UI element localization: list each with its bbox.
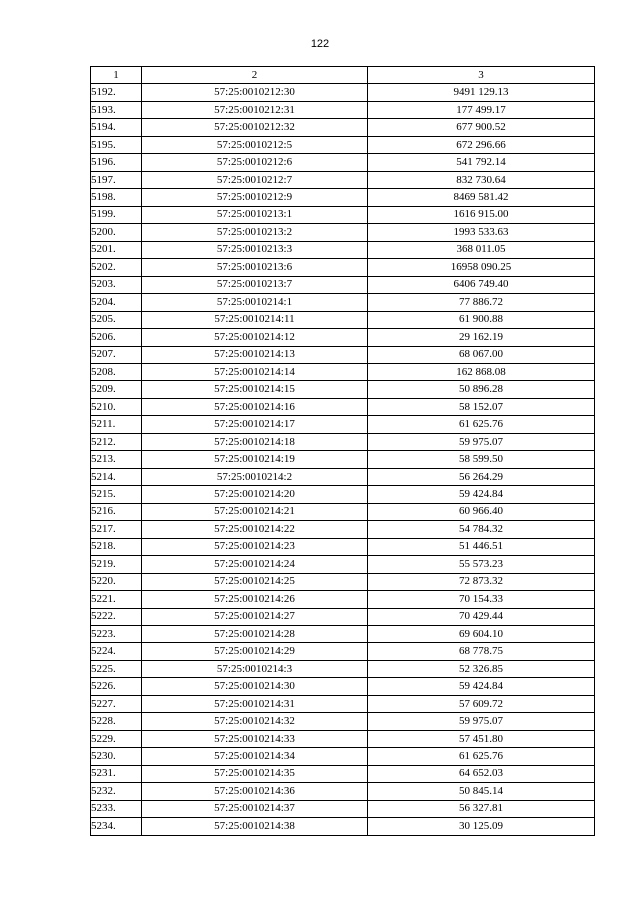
row-number: 5219. xyxy=(91,556,142,573)
cadastral-number: 57:25:0010214:14 xyxy=(142,363,368,380)
table-row xyxy=(91,398,595,415)
cadastral-value: 50 845.14 xyxy=(368,783,595,800)
row-number: 5223. xyxy=(91,626,142,643)
row-number: 5211. xyxy=(91,416,142,433)
cadastral-number: 57:25:0010214:30 xyxy=(142,678,368,695)
cadastral-number: 57:25:0010212:7 xyxy=(142,171,368,188)
cadastral-number: 57:25:0010214:38 xyxy=(142,818,368,835)
row-number: 5207. xyxy=(91,346,142,363)
cadastral-value: 16958 090.25 xyxy=(368,259,595,276)
cadastral-number: 57:25:0010214:22 xyxy=(142,521,368,538)
table-row xyxy=(91,486,595,503)
row-number: 5196. xyxy=(91,154,142,171)
row-number: 5224. xyxy=(91,643,142,660)
cadastral-value: 69 604.10 xyxy=(368,626,595,643)
row-number: 5193. xyxy=(91,101,142,118)
column-header-3: 3 xyxy=(368,67,595,84)
row-number: 5234. xyxy=(91,818,142,835)
cadastral-number: 57:25:0010214:1 xyxy=(142,294,368,311)
table-row xyxy=(91,381,595,398)
row-number: 5218. xyxy=(91,538,142,555)
column-header-2: 2 xyxy=(142,67,368,84)
row-number: 5202. xyxy=(91,259,142,276)
cadastral-value: 832 730.64 xyxy=(368,171,595,188)
cadastral-value: 61 625.76 xyxy=(368,416,595,433)
table-row xyxy=(91,171,595,188)
cadastral-value: 59 424.84 xyxy=(368,678,595,695)
cadastral-value: 54 784.32 xyxy=(368,521,595,538)
row-number: 5226. xyxy=(91,678,142,695)
cadastral-value: 51 446.51 xyxy=(368,538,595,555)
cadastral-value: 52 326.85 xyxy=(368,660,595,677)
cadastral-value: 672 296.66 xyxy=(368,136,595,153)
cadastral-number: 57:25:0010214:11 xyxy=(142,311,368,328)
cadastral-value: 6406 749.40 xyxy=(368,276,595,293)
table-row xyxy=(91,206,595,223)
table-row xyxy=(91,783,595,800)
cadastral-number: 57:25:0010214:23 xyxy=(142,538,368,555)
cadastral-value: 57 609.72 xyxy=(368,695,595,712)
cadastral-value: 61 900.88 xyxy=(368,311,595,328)
cadastral-number: 57:25:0010214:24 xyxy=(142,556,368,573)
table-row xyxy=(91,748,595,765)
row-number: 5195. xyxy=(91,136,142,153)
cadastral-number: 57:25:0010213:1 xyxy=(142,206,368,223)
row-number: 5222. xyxy=(91,608,142,625)
row-number: 5201. xyxy=(91,241,142,258)
table-row xyxy=(91,433,595,450)
row-number: 5204. xyxy=(91,294,142,311)
cadastral-value: 677 900.52 xyxy=(368,119,595,136)
table-row xyxy=(91,416,595,433)
cadastral-value: 368 011.05 xyxy=(368,241,595,258)
table-row xyxy=(91,556,595,573)
table-row xyxy=(91,608,595,625)
row-number: 5194. xyxy=(91,119,142,136)
cadastral-number: 57:25:0010212:5 xyxy=(142,136,368,153)
cadastral-value: 177 499.17 xyxy=(368,101,595,118)
cadastral-number: 57:25:0010214:18 xyxy=(142,433,368,450)
row-number: 5200. xyxy=(91,224,142,241)
cadastral-number: 57:25:0010213:3 xyxy=(142,241,368,258)
table-row xyxy=(91,451,595,468)
row-number: 5217. xyxy=(91,521,142,538)
cadastral-number: 57:25:0010214:35 xyxy=(142,765,368,782)
table-row xyxy=(91,468,595,485)
cadastral-number: 57:25:0010214:27 xyxy=(142,608,368,625)
cadastral-value: 68 778.75 xyxy=(368,643,595,660)
cadastral-value: 58 599.50 xyxy=(368,451,595,468)
table-row xyxy=(91,765,595,782)
table-row xyxy=(91,346,595,363)
cadastral-number: 57:25:0010214:17 xyxy=(142,416,368,433)
cadastral-number: 57:25:0010213:2 xyxy=(142,224,368,241)
table-row xyxy=(91,189,595,206)
row-number: 5192. xyxy=(91,84,142,101)
row-number: 5230. xyxy=(91,748,142,765)
cadastral-number: 57:25:0010214:34 xyxy=(142,748,368,765)
table-row xyxy=(91,154,595,171)
cadastral-number: 57:25:0010214:2 xyxy=(142,468,368,485)
page-number: 122 xyxy=(310,38,330,50)
row-number: 5203. xyxy=(91,276,142,293)
table-row xyxy=(91,136,595,153)
row-number: 5215. xyxy=(91,486,142,503)
row-number: 5232. xyxy=(91,783,142,800)
cadastral-value: 64 652.03 xyxy=(368,765,595,782)
row-number: 5212. xyxy=(91,433,142,450)
row-number: 5205. xyxy=(91,311,142,328)
cadastral-value: 59 424.84 xyxy=(368,486,595,503)
cadastral-value: 60 966.40 xyxy=(368,503,595,520)
table-row xyxy=(91,84,595,101)
cadastral-value: 56 327.81 xyxy=(368,800,595,817)
cadastral-value: 162 868.08 xyxy=(368,363,595,380)
cadastral-number: 57:25:0010213:7 xyxy=(142,276,368,293)
cadastral-table xyxy=(90,66,595,836)
table-header-row xyxy=(91,67,595,84)
row-number: 5213. xyxy=(91,451,142,468)
cadastral-value: 77 886.72 xyxy=(368,294,595,311)
cadastral-value: 1993 533.63 xyxy=(368,224,595,241)
table-row xyxy=(91,678,595,695)
cadastral-value: 59 975.07 xyxy=(368,713,595,730)
table-row xyxy=(91,363,595,380)
cadastral-number: 57:25:0010214:12 xyxy=(142,329,368,346)
cadastral-number: 57:25:0010214:3 xyxy=(142,660,368,677)
cadastral-value: 68 067.00 xyxy=(368,346,595,363)
cadastral-number: 57:25:0010214:29 xyxy=(142,643,368,660)
cadastral-number: 57:25:0010214:26 xyxy=(142,591,368,608)
row-number: 5225. xyxy=(91,660,142,677)
row-number: 5214. xyxy=(91,468,142,485)
table-row xyxy=(91,730,595,747)
row-number: 5208. xyxy=(91,363,142,380)
table-row xyxy=(91,695,595,712)
row-number: 5229. xyxy=(91,730,142,747)
cadastral-number: 57:25:0010214:37 xyxy=(142,800,368,817)
cadastral-number: 57:25:0010212:30 xyxy=(142,84,368,101)
row-number: 5220. xyxy=(91,573,142,590)
cadastral-value: 70 429.44 xyxy=(368,608,595,625)
cadastral-number: 57:25:0010214:25 xyxy=(142,573,368,590)
cadastral-number: 57:25:0010214:16 xyxy=(142,398,368,415)
cadastral-value: 8469 581.42 xyxy=(368,189,595,206)
row-number: 5233. xyxy=(91,800,142,817)
table-row xyxy=(91,660,595,677)
row-number: 5221. xyxy=(91,591,142,608)
row-number: 5216. xyxy=(91,503,142,520)
table-row xyxy=(91,119,595,136)
cadastral-number: 57:25:0010212:6 xyxy=(142,154,368,171)
table-row xyxy=(91,224,595,241)
table-row xyxy=(91,626,595,643)
cadastral-value: 1616 915.00 xyxy=(368,206,595,223)
cadastral-number: 57:25:0010212:9 xyxy=(142,189,368,206)
cadastral-value: 72 873.32 xyxy=(368,573,595,590)
table-row xyxy=(91,591,595,608)
cadastral-value: 55 573.23 xyxy=(368,556,595,573)
cadastral-value: 57 451.80 xyxy=(368,730,595,747)
cadastral-value: 29 162.19 xyxy=(368,329,595,346)
row-number: 5210. xyxy=(91,398,142,415)
cadastral-number: 57:25:0010214:20 xyxy=(142,486,368,503)
column-header-1: 1 xyxy=(91,67,142,84)
row-number: 5199. xyxy=(91,206,142,223)
table-row xyxy=(91,713,595,730)
row-number: 5206. xyxy=(91,329,142,346)
table-row xyxy=(91,311,595,328)
cadastral-number: 57:25:0010213:6 xyxy=(142,259,368,276)
table-row xyxy=(91,538,595,555)
cadastral-value: 70 154.33 xyxy=(368,591,595,608)
row-number: 5209. xyxy=(91,381,142,398)
cadastral-number: 57:25:0010214:21 xyxy=(142,503,368,520)
cadastral-value: 56 264.29 xyxy=(368,468,595,485)
table-row xyxy=(91,643,595,660)
table-row xyxy=(91,818,595,835)
cadastral-value: 541 792.14 xyxy=(368,154,595,171)
row-number: 5227. xyxy=(91,695,142,712)
cadastral-number: 57:25:0010214:33 xyxy=(142,730,368,747)
table-row xyxy=(91,241,595,258)
cadastral-value: 50 896.28 xyxy=(368,381,595,398)
table-row xyxy=(91,521,595,538)
table-row xyxy=(91,294,595,311)
cadastral-value: 30 125.09 xyxy=(368,818,595,835)
table-row xyxy=(91,329,595,346)
table-row xyxy=(91,259,595,276)
row-number: 5231. xyxy=(91,765,142,782)
table-row xyxy=(91,573,595,590)
cadastral-number: 57:25:0010212:31 xyxy=(142,101,368,118)
cadastral-value: 61 625.76 xyxy=(368,748,595,765)
row-number: 5197. xyxy=(91,171,142,188)
cadastral-value: 9491 129.13 xyxy=(368,84,595,101)
cadastral-value: 58 152.07 xyxy=(368,398,595,415)
cadastral-number: 57:25:0010212:32 xyxy=(142,119,368,136)
cadastral-number: 57:25:0010214:36 xyxy=(142,783,368,800)
cadastral-number: 57:25:0010214:31 xyxy=(142,695,368,712)
cadastral-value: 59 975.07 xyxy=(368,433,595,450)
table-row xyxy=(91,101,595,118)
row-number: 5198. xyxy=(91,189,142,206)
cadastral-number: 57:25:0010214:13 xyxy=(142,346,368,363)
table-row xyxy=(91,503,595,520)
table-row xyxy=(91,800,595,817)
row-number: 5228. xyxy=(91,713,142,730)
cadastral-number: 57:25:0010214:32 xyxy=(142,713,368,730)
cadastral-number: 57:25:0010214:15 xyxy=(142,381,368,398)
cadastral-number: 57:25:0010214:19 xyxy=(142,451,368,468)
table-row xyxy=(91,276,595,293)
cadastral-number: 57:25:0010214:28 xyxy=(142,626,368,643)
